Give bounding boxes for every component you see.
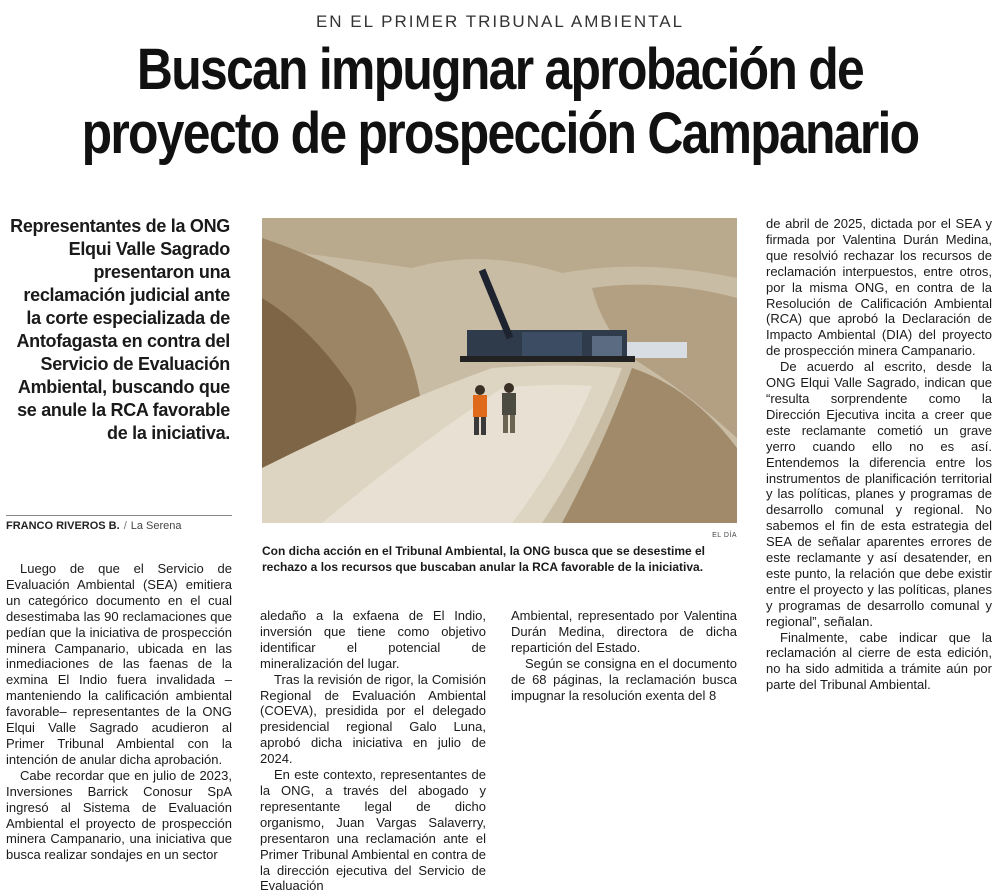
body-column-2: [260, 608, 486, 894]
byline-place: La Serena: [130, 520, 182, 532]
section-kicker: EN EL PRIMER TRIBUNAL AMBIENTAL: [315, 12, 685, 31]
headline: [79, 38, 922, 166]
headline-line-2: proyecto de prospección Campanario: [81, 101, 919, 166]
byline-author: FRANCO RIVEROS B.: [6, 520, 120, 532]
paragraph: Luego de que el Servicio de Evaluación Ambiental (SEA) emitiera un categórico documento en el cual desestimaba las 90 reclamaciones que pedían que la iniciativa de prospección minera Campanario, ubicada en las inmediaciones de las faenas de la exmina El Indio fuera invalidada –manteniendo la calificación ambiental favorable– representantes de la ONG Elqui Valle Sagrado acudieron al Primer Tribunal Ambiental con la intención de anular dicha aprobación.: [6, 561, 232, 767]
article-photo: [262, 218, 737, 523]
photo-credit: EL DÍA: [712, 532, 737, 539]
body-column-4: [766, 216, 992, 693]
paragraph: De acuerdo al escrito, desde la ONG Elqui Valle Sagrado, indican que “resulta sorprendente como la Dirección Ejecutiva incita a creer que este reclamante cometió un grave yerro cuando ello no es así. Entendemos la diferencia entre los instrumentos de planificación territorial y las políticas, planes y programas de desarrollo comunal y regional. No sabemos el fin de esta estrategia del SEA de señalar aparentes errores de este reclamante y así desatender, en este punto, la relación que debe existir entre el proyecto y las políticas, planes y programas de desarrollo comunal y regional”, señalan.: [766, 359, 992, 629]
paragraph: Cabe recordar que en julio de 2023, Inversiones Barrick Conosur SpA ingresó al Sistema de Evaluación Ambiental el proyecto de prospección minera Campanario, una iniciativa que busca realizar sondajes en un sector: [6, 767, 232, 863]
paragraph: Finalmente, cabe indicar que la reclamación al cierre de esta edición, no ha sido admitida a trámite aún por parte del Tribunal Ambiental.: [766, 629, 992, 693]
paragraph: En este contexto, representantes de la ONG, a través del abogado y representante legal de dicho organismo, Juan Vargas Salaverry, presentaron una reclamación ante el Primer Tribunal Ambiental en contra de la dirección ejecutiva del Servicio de Evaluación: [260, 767, 486, 894]
body-column-3: [511, 608, 737, 703]
paragraph: Según se consigna en el documento de 68 páginas, la reclamación busca impugnar la resolución exenta del 8: [511, 655, 737, 703]
paragraph: Tras la revisión de rigor, la Comisión Regional de Evaluación Ambiental (COEVA), presidida por el delegado presidencial regional Galo Luna, aprobó dicha iniciativa en julio de 2024.: [260, 671, 486, 767]
body-column-1: [6, 561, 232, 863]
article-deck: Representantes de la ONG Elqui Valle Sagrado presentaron una reclamación judicial ante la corte especializada de Antofagasta en contra del Servicio de Evaluación Ambiental, buscando que se anule la RCA favorable de la iniciativa.: [10, 216, 230, 443]
byline: [6, 515, 232, 532]
paragraph: aledaño a la exfaena de El Indio, inversión que tiene como objetivo identificar el potencial de mineralización del lugar.: [260, 608, 486, 671]
paragraph: Ambiental, representado por Valentina Durán Medina, directora de dicha repartición del Estado.: [511, 608, 737, 655]
headline-line-1: Buscan impugnar aprobación de: [136, 37, 864, 102]
paragraph: de abril de 2025, dictada por el SEA y firmada por Valentina Durán Medina, que resolvió rechazar los recursos de reclamación interpuestos, entre otros, por la misma ONG, en contra de la Resolución de Calificación Ambiental (RCA) que aprobó la Declaración de Impacto Ambiental (DIA) del proyecto de prospección minera Campanario.: [766, 216, 992, 359]
photo-caption: Con dicha acción en el Tribunal Ambiental, la ONG busca que se desestime el rechazo a los recursos que buscaban anular la RCA favorable de la iniciativa.: [262, 544, 706, 574]
byline-divider: /: [123, 520, 127, 532]
